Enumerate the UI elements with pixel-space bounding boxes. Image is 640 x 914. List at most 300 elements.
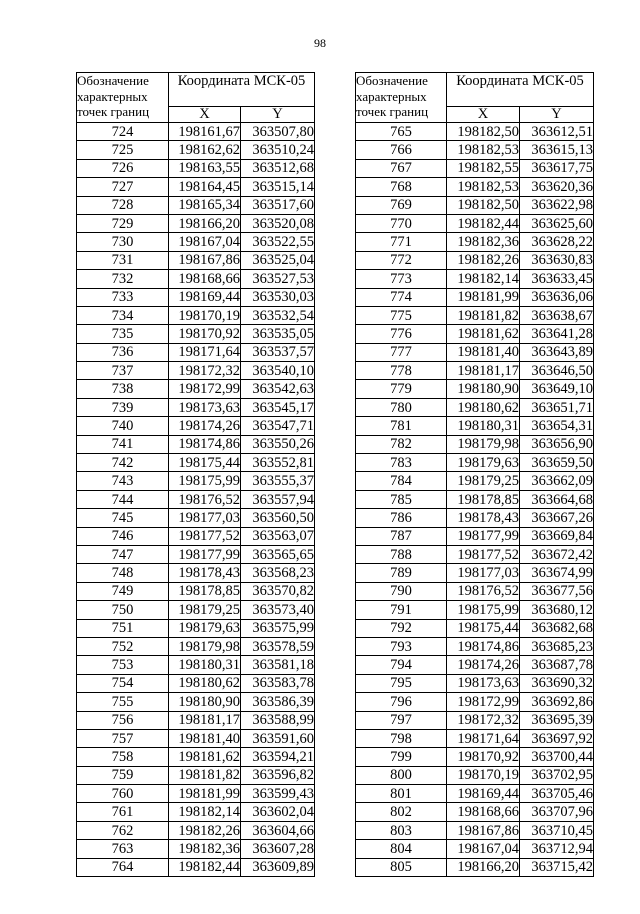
table-row <box>77 637 315 655</box>
coord-x: 198178,85 <box>169 582 241 600</box>
coord-y: 363537,57 <box>241 343 315 361</box>
coord-x: 198169,44 <box>447 785 520 803</box>
point-number: 773 <box>356 270 447 288</box>
table-row <box>77 545 315 563</box>
table-row <box>356 380 594 398</box>
point-number: 781 <box>356 417 447 435</box>
coord-y: 363656,90 <box>520 435 594 453</box>
coord-x: 198181,62 <box>447 325 520 343</box>
table-row <box>356 582 594 600</box>
coord-y: 363705,46 <box>520 785 594 803</box>
point-number: 765 <box>356 123 447 141</box>
coord-y: 363512,68 <box>241 159 315 177</box>
point-number: 801 <box>356 785 447 803</box>
coord-y: 363545,17 <box>241 398 315 416</box>
coord-y: 363697,92 <box>520 729 594 747</box>
table-row <box>77 233 315 251</box>
table-row <box>356 674 594 692</box>
table-row <box>77 398 315 416</box>
coord-x: 198170,19 <box>447 766 520 784</box>
point-number: 803 <box>356 821 447 839</box>
coord-x: 198180,90 <box>447 380 520 398</box>
table-row <box>77 288 315 306</box>
coord-y: 363690,32 <box>520 674 594 692</box>
coord-y: 363662,09 <box>520 472 594 490</box>
coord-x: 198176,52 <box>447 582 520 600</box>
point-number: 794 <box>356 656 447 674</box>
coord-x: 198169,44 <box>169 288 241 306</box>
table-row <box>77 362 315 380</box>
point-number: 764 <box>77 858 169 876</box>
point-number: 738 <box>77 380 169 398</box>
coord-y: 363540,10 <box>241 362 315 380</box>
table-row <box>356 362 594 380</box>
coord-x: 198180,62 <box>447 398 520 416</box>
table-row <box>77 196 315 214</box>
header-x: X <box>169 106 241 122</box>
coord-y: 363599,43 <box>241 785 315 803</box>
coord-x: 198178,85 <box>447 490 520 508</box>
table-row <box>77 785 315 803</box>
coord-y: 363651,71 <box>520 398 594 416</box>
coord-y: 363535,05 <box>241 325 315 343</box>
coord-x: 198182,36 <box>447 233 520 251</box>
coord-y: 363515,14 <box>241 178 315 196</box>
coordinates-table-left <box>76 72 315 877</box>
coord-x: 198173,63 <box>447 674 520 692</box>
point-number: 747 <box>77 545 169 563</box>
table-row <box>77 858 315 876</box>
header-designation: Обозначение характерных точек границ <box>77 73 169 123</box>
point-number: 762 <box>77 821 169 839</box>
coord-x: 198182,50 <box>447 196 520 214</box>
table-row <box>356 840 594 858</box>
point-number: 755 <box>77 693 169 711</box>
point-number: 799 <box>356 748 447 766</box>
table-row <box>356 564 594 582</box>
coord-y: 363638,67 <box>520 306 594 324</box>
table-row <box>356 472 594 490</box>
coord-y: 363578,59 <box>241 637 315 655</box>
point-number: 753 <box>77 656 169 674</box>
coord-y: 363702,95 <box>520 766 594 784</box>
coord-y: 363646,50 <box>520 362 594 380</box>
table-row <box>356 509 594 527</box>
table-row <box>356 306 594 324</box>
table-row <box>77 564 315 582</box>
table-row <box>77 435 315 453</box>
point-number: 790 <box>356 582 447 600</box>
point-number: 767 <box>356 159 447 177</box>
point-number: 763 <box>77 840 169 858</box>
point-number: 772 <box>356 251 447 269</box>
point-number: 779 <box>356 380 447 398</box>
coord-x: 198168,66 <box>169 270 241 288</box>
coord-x: 198182,44 <box>447 214 520 232</box>
point-number: 786 <box>356 509 447 527</box>
coord-y: 363712,94 <box>520 840 594 858</box>
point-number: 729 <box>77 214 169 232</box>
table-row <box>77 490 315 508</box>
coord-x: 198178,43 <box>447 509 520 527</box>
header-coordinate: Координата МСК-05 <box>447 73 594 107</box>
table-row <box>77 141 315 159</box>
coord-x: 198179,25 <box>169 601 241 619</box>
coord-x: 198172,99 <box>169 380 241 398</box>
point-number: 742 <box>77 454 169 472</box>
point-number: 754 <box>77 674 169 692</box>
coord-y: 363552,81 <box>241 454 315 472</box>
point-number: 735 <box>77 325 169 343</box>
coord-y: 363525,04 <box>241 251 315 269</box>
coord-y: 363530,03 <box>241 288 315 306</box>
coord-y: 363664,68 <box>520 490 594 508</box>
table-row <box>77 270 315 288</box>
table-row <box>77 343 315 361</box>
coord-y: 363667,26 <box>520 509 594 527</box>
table-row <box>356 417 594 435</box>
coord-x: 198170,19 <box>169 306 241 324</box>
point-number: 770 <box>356 214 447 232</box>
point-number: 726 <box>77 159 169 177</box>
table-row <box>356 233 594 251</box>
point-number: 732 <box>77 270 169 288</box>
table-row <box>77 766 315 784</box>
table-row <box>356 398 594 416</box>
point-number: 777 <box>356 343 447 361</box>
coord-y: 363507,80 <box>241 123 315 141</box>
table-row <box>356 251 594 269</box>
coord-y: 363685,23 <box>520 637 594 655</box>
coord-y: 363542,63 <box>241 380 315 398</box>
coord-x: 198175,44 <box>447 619 520 637</box>
table-row <box>77 748 315 766</box>
point-number: 793 <box>356 637 447 655</box>
point-number: 796 <box>356 693 447 711</box>
coord-x: 198177,99 <box>447 527 520 545</box>
coord-y: 363710,45 <box>520 821 594 839</box>
coord-x: 198180,31 <box>169 656 241 674</box>
coord-y: 363607,28 <box>241 840 315 858</box>
point-number: 775 <box>356 306 447 324</box>
point-number: 728 <box>77 196 169 214</box>
coord-x: 198173,63 <box>169 398 241 416</box>
table-row <box>356 785 594 803</box>
coord-x: 198182,44 <box>169 858 241 876</box>
point-number: 802 <box>356 803 447 821</box>
coord-y: 363575,99 <box>241 619 315 637</box>
table-row <box>356 803 594 821</box>
coord-x: 198179,63 <box>447 454 520 472</box>
table-row <box>356 178 594 196</box>
coord-x: 198181,99 <box>169 785 241 803</box>
coord-y: 363591,60 <box>241 729 315 747</box>
coord-y: 363602,04 <box>241 803 315 821</box>
point-number: 797 <box>356 711 447 729</box>
coord-y: 363669,84 <box>520 527 594 545</box>
table-row <box>356 656 594 674</box>
coord-y: 363636,06 <box>520 288 594 306</box>
coord-y: 363615,13 <box>520 141 594 159</box>
coord-y: 363695,39 <box>520 711 594 729</box>
table-row <box>77 803 315 821</box>
coord-x: 198175,99 <box>447 601 520 619</box>
table-row <box>356 601 594 619</box>
coord-x: 198181,40 <box>447 343 520 361</box>
coord-x: 198182,53 <box>447 141 520 159</box>
coord-x: 198180,31 <box>447 417 520 435</box>
table-row <box>356 693 594 711</box>
coord-x: 198167,04 <box>169 233 241 251</box>
coord-y: 363654,31 <box>520 417 594 435</box>
coord-y: 363570,82 <box>241 582 315 600</box>
coord-y: 363547,71 <box>241 417 315 435</box>
point-number: 791 <box>356 601 447 619</box>
table-row <box>356 527 594 545</box>
table-row <box>356 196 594 214</box>
point-number: 800 <box>356 766 447 784</box>
coord-y: 363586,39 <box>241 693 315 711</box>
coord-y: 363568,23 <box>241 564 315 582</box>
point-number: 750 <box>77 601 169 619</box>
point-number: 789 <box>356 564 447 582</box>
point-number: 804 <box>356 840 447 858</box>
table-row <box>356 141 594 159</box>
coord-y: 363609,89 <box>241 858 315 876</box>
point-number: 744 <box>77 490 169 508</box>
coord-x: 198182,36 <box>169 840 241 858</box>
point-number: 758 <box>77 748 169 766</box>
coord-x: 198172,32 <box>169 362 241 380</box>
point-number: 805 <box>356 858 447 876</box>
table-row <box>77 380 315 398</box>
coord-x: 198182,26 <box>447 251 520 269</box>
table-row <box>77 840 315 858</box>
point-number: 741 <box>77 435 169 453</box>
coord-x: 198163,55 <box>169 159 241 177</box>
table-row <box>356 490 594 508</box>
coord-x: 198161,67 <box>169 123 241 141</box>
table-row <box>356 711 594 729</box>
coord-x: 198175,44 <box>169 454 241 472</box>
point-number: 757 <box>77 729 169 747</box>
point-number: 724 <box>77 123 169 141</box>
coord-y: 363583,78 <box>241 674 315 692</box>
table-row <box>77 619 315 637</box>
table-row <box>77 656 315 674</box>
header-coordinate: Координата МСК-05 <box>169 73 315 107</box>
coord-x: 198182,26 <box>169 821 241 839</box>
coord-y: 363510,24 <box>241 141 315 159</box>
coord-y: 363643,89 <box>520 343 594 361</box>
coord-y: 363604,66 <box>241 821 315 839</box>
coord-y: 363707,96 <box>520 803 594 821</box>
coord-x: 198178,43 <box>169 564 241 582</box>
table-row <box>77 306 315 324</box>
coord-x: 198166,20 <box>169 214 241 232</box>
point-number: 798 <box>356 729 447 747</box>
coord-y: 363682,68 <box>520 619 594 637</box>
coord-x: 198177,99 <box>169 545 241 563</box>
table-row <box>356 288 594 306</box>
table-row <box>356 858 594 876</box>
point-number: 784 <box>356 472 447 490</box>
coord-x: 198174,86 <box>447 637 520 655</box>
point-number: 760 <box>77 785 169 803</box>
table-row <box>356 766 594 784</box>
coord-y: 363517,60 <box>241 196 315 214</box>
coord-x: 198179,63 <box>169 619 241 637</box>
coord-y: 363692,86 <box>520 693 594 711</box>
coord-y: 363581,18 <box>241 656 315 674</box>
point-number: 778 <box>356 362 447 380</box>
coord-y: 363633,45 <box>520 270 594 288</box>
point-number: 774 <box>356 288 447 306</box>
point-number: 737 <box>77 362 169 380</box>
point-number: 734 <box>77 306 169 324</box>
coord-y: 363520,08 <box>241 214 315 232</box>
coord-y: 363617,75 <box>520 159 594 177</box>
coord-x: 198181,99 <box>447 288 520 306</box>
coord-y: 363672,42 <box>520 545 594 563</box>
coord-x: 198182,55 <box>447 159 520 177</box>
coord-x: 198181,40 <box>169 729 241 747</box>
header-designation: Обозначение характерных точек границ <box>356 73 447 123</box>
coord-y: 363700,44 <box>520 748 594 766</box>
table-row <box>356 159 594 177</box>
coord-y: 363555,37 <box>241 472 315 490</box>
coord-x: 198162,62 <box>169 141 241 159</box>
table-row <box>356 325 594 343</box>
coord-x: 198174,26 <box>169 417 241 435</box>
coord-y: 363522,55 <box>241 233 315 251</box>
point-number: 748 <box>77 564 169 582</box>
coord-x: 198171,64 <box>169 343 241 361</box>
point-number: 727 <box>77 178 169 196</box>
coord-y: 363557,94 <box>241 490 315 508</box>
point-number: 739 <box>77 398 169 416</box>
table-row <box>77 123 315 141</box>
coord-x: 198179,98 <box>169 637 241 655</box>
point-number: 780 <box>356 398 447 416</box>
table-row <box>77 325 315 343</box>
table-row <box>77 454 315 472</box>
point-number: 759 <box>77 766 169 784</box>
coord-x: 198175,99 <box>169 472 241 490</box>
table-row <box>77 582 315 600</box>
coord-x: 198182,50 <box>447 123 520 141</box>
coordinates-table-right <box>355 72 594 877</box>
coord-x: 198181,17 <box>447 362 520 380</box>
point-number: 751 <box>77 619 169 637</box>
point-number: 730 <box>77 233 169 251</box>
table-row <box>77 159 315 177</box>
table-row <box>77 711 315 729</box>
coord-x: 198180,90 <box>169 693 241 711</box>
header-x: X <box>447 106 520 122</box>
coord-x: 198172,32 <box>447 711 520 729</box>
coord-x: 198167,04 <box>447 840 520 858</box>
point-number: 746 <box>77 527 169 545</box>
coord-x: 198177,52 <box>169 527 241 545</box>
coord-y: 363649,10 <box>520 380 594 398</box>
coord-x: 198168,66 <box>447 803 520 821</box>
point-number: 756 <box>77 711 169 729</box>
coord-x: 198179,25 <box>447 472 520 490</box>
point-number: 788 <box>356 545 447 563</box>
table-row <box>356 123 594 141</box>
coord-y: 363659,50 <box>520 454 594 472</box>
table-row <box>77 251 315 269</box>
table-row <box>77 417 315 435</box>
coord-x: 198182,53 <box>447 178 520 196</box>
coord-y: 363596,82 <box>241 766 315 784</box>
table-row <box>77 214 315 232</box>
coord-x: 198177,52 <box>447 545 520 563</box>
coord-x: 198180,62 <box>169 674 241 692</box>
coord-y: 363565,65 <box>241 545 315 563</box>
point-number: 736 <box>77 343 169 361</box>
coord-x: 198170,92 <box>447 748 520 766</box>
coord-y: 363620,36 <box>520 178 594 196</box>
header-y: Y <box>520 106 594 122</box>
coord-x: 198181,82 <box>169 766 241 784</box>
point-number: 761 <box>77 803 169 821</box>
coord-x: 198167,86 <box>447 821 520 839</box>
coord-y: 363563,07 <box>241 527 315 545</box>
coord-x: 198177,03 <box>169 509 241 527</box>
coord-x: 198182,14 <box>447 270 520 288</box>
point-number: 769 <box>356 196 447 214</box>
table-row <box>77 178 315 196</box>
point-number: 792 <box>356 619 447 637</box>
coord-y: 363630,83 <box>520 251 594 269</box>
table-row <box>356 619 594 637</box>
point-number: 783 <box>356 454 447 472</box>
coord-x: 198166,20 <box>447 858 520 876</box>
coord-y: 363588,99 <box>241 711 315 729</box>
table-row <box>77 729 315 747</box>
page-number: 98 <box>314 36 326 50</box>
coord-x: 198179,98 <box>447 435 520 453</box>
table-row <box>356 343 594 361</box>
table-row <box>356 435 594 453</box>
coord-y: 363625,60 <box>520 214 594 232</box>
point-number: 752 <box>77 637 169 655</box>
coord-x: 198181,17 <box>169 711 241 729</box>
coord-y: 363628,22 <box>520 233 594 251</box>
point-number: 776 <box>356 325 447 343</box>
table-row <box>356 545 594 563</box>
table-row <box>356 637 594 655</box>
coord-y: 363527,53 <box>241 270 315 288</box>
point-number: 766 <box>356 141 447 159</box>
coord-x: 198181,62 <box>169 748 241 766</box>
coord-x: 198167,86 <box>169 251 241 269</box>
coord-x: 198171,64 <box>447 729 520 747</box>
table-row <box>356 454 594 472</box>
coord-x: 198176,52 <box>169 490 241 508</box>
coord-x: 198182,14 <box>169 803 241 821</box>
header-y: Y <box>241 106 315 122</box>
coord-x: 198164,45 <box>169 178 241 196</box>
coord-y: 363677,56 <box>520 582 594 600</box>
coord-x: 198177,03 <box>447 564 520 582</box>
point-number: 745 <box>77 509 169 527</box>
coord-y: 363612,51 <box>520 123 594 141</box>
coord-y: 363674,99 <box>520 564 594 582</box>
coord-x: 198165,34 <box>169 196 241 214</box>
